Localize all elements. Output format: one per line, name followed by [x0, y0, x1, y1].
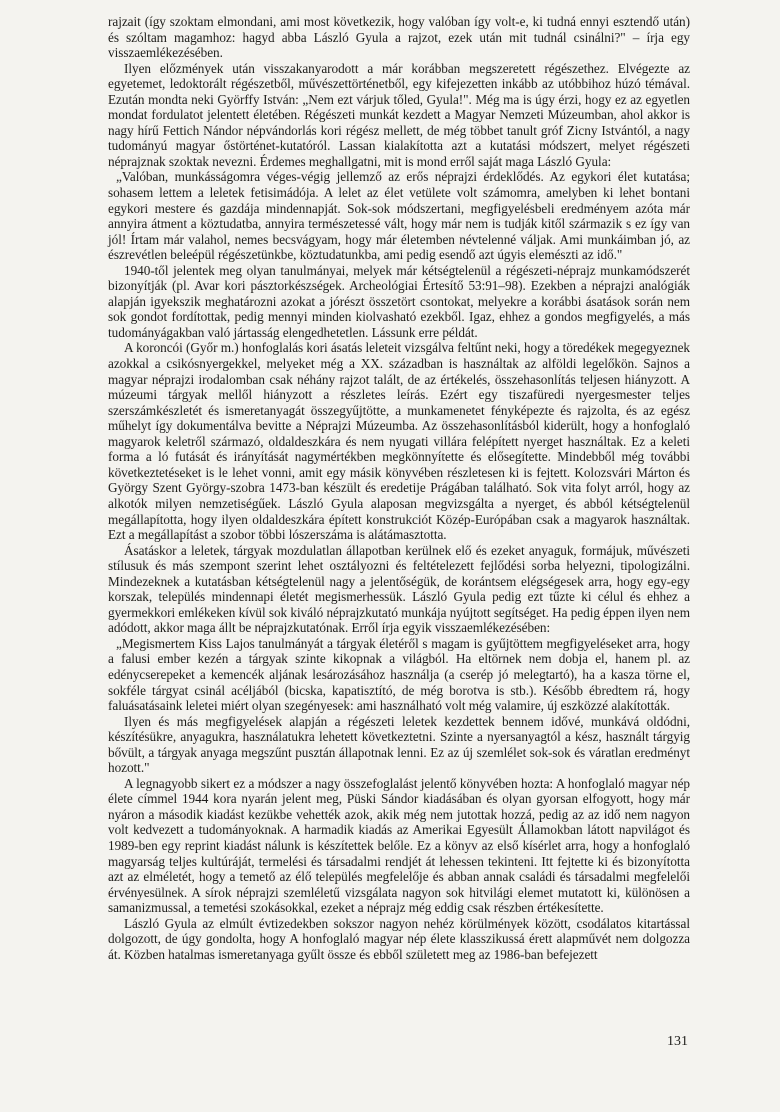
quote-paragraph-1: „Valóban, munkásságomra véges-végig jellemző az erős néprajzi érdeklődés. Az egykori élet kutatása; sohasem lettem a leletek fetisimádója. A lelet az élet vetülete volt számomra, amelyben ki lehet bontani egykori mestere és gazdája mindennapját. Sok-sok módszertani, megfigyelésbeli eredményem azóta már annyira átment a köztudatba, annyira természetessé vált, hogy már nem is tudják kitől származik s ez így van jól! Írtam már valahol, nemes becsvágyam, hogy már életemben névtelenné váljak. Ami munkáimban jó, az észrevétlen beleépül régészetünkbe, köztudatunkba, ami pedig esendő azt úgyis elemészti az idő."	[108, 169, 690, 263]
quote-paragraph-3: Ilyen és más megfigyelések alapján a régészeti leletek kezdettek bennem idővé, munkává oldódni, készítésükre, anyagukra, használatukra lehetett következtetni. Szinte a nyersanyagtól a kész, használt tárgyig bővült, a tárgyak anyaga megszűnt pusztán állapotnak lenni. Ez az új szemlélet sok-sok és váratlan eredményt hozott."	[108, 713, 690, 776]
paragraph-2: Ilyen előzmények után visszakanyarodott a már korábban megszeretett régészethez. Elvégezte az egyetemet, ledoktorált régészetből, művészettörténetből, egy kifejezetten inkább az utóbbihoz húzó témával. Ezután mondta neki Györffy István: „Nem ezt várjuk tőled, Gyula!". Még ma is úgy érzi, hogy ez az egyetlen mondat fordulatot jelentett életében. Régészeti munkát kezdett a Magyar Nemzeti Múzeumban, ahol akkor is nagy hírű Fettich Nándor népvándorlás kori régész mellett, de még többet tanult gróf Zicny Istvántól, a nagy tudományú magyar őstörténet-kutatóról. Lassan kialakította azt a kutatási módszert, melyet régészeti néprajznak szoktak nevezni. Érdemes meghallgatni, mit is mond erről saját maga László Gyula:	[108, 60, 690, 169]
paragraph-5: Ásatáskor a leletek, tárgyak mozdulatlan állapotban kerülnek elő és ezeket anyaguk, formájuk, művészeti stílusuk és más szempont szerint lehet osztályozni és feltételezett fejlődési sorba helyezni, tipologizálni. Mindezeknek a kutatásban kétségtelenül nagy a jelentőségük, de korántsem elégségesek arra, hogy egy-egy korszak, település mindennapi életét megismerhessük. László Gyula pedig ezt tűzte ki célul és ehhez a gyermekkori emlékeken kívül sok kiváló néprajzkutató munkája nyújtott segítséget. Ha pedig éppen ilyen nem adódott, akkor maga állt be néprajzkutatónak. Erről írja egyik visszaemlékezésében:	[108, 542, 690, 636]
paragraph-4: A koroncói (Győr m.) honfoglalás kori ásatás leleteit vizsgálva feltűnt neki, hogy a töredékek megegyeznek azokkal a csikósnyergekkel, melyeket még a XX. században is használtak az alföldi legelőkön. Sajnos a magyar néprajzi irodalomban csak néhány rajzot talált, de az értékelés, összehasonlítás teljesen hiányzott. A múzeumi tárgyak mellől hiányzott a részletes leírás. Ezért egy tiszafüredi nyergesmester teljes szerszámkészletét és ismeretanyagát összegyűjtötte, a munkamenetet fényképezte és rajzolta, és az egész műhelyt így dokumentálva bevitte a Néprajzi Múzeumba. Az összehasonlításból kiderült, hogy a honfoglaló magyarok keletről származó, oldaldeszkára és nem nyugati villára felépített nyerget használtak. Ez a keleti forma a ló futását és irányítását nagymértékben megkönnyítette és elősegítette. Mindebből még további következtetéseket is le lehet vonni, amit egy másik könyvében részletesen ki is fejtett. Kolozsvári Márton és György Szent György-szobra 1473-ban készült és eredetije Prágában található. Sok vita folyt arról, hogy az alkotók milyen nemzetiségűek. László Gyula alaposan megvizsgálta a nyerget, és abból kétségtelenül megállapította, hogy ilyen oldaldeszkára épített konstrukciót Közép-Európában csak a magyarok használtak. Ezt a megállapítást a szobor többi lószerszáma is alátámasztotta.	[108, 340, 690, 543]
quote-paragraph-2: „Megismertem Kiss Lajos tanulmányát a tárgyak életéről s magam is gyűjtöttem megfigyeléseket arra, hogy a falusi ember kezén a tárgyak szinte kikopnak a világból. Ha eltörnek nem dobja el, hanem pl. az edénycserepeket a kemencék aljának lesározásához használja (a cserép jó melegtartó), ha a kasza törne el, sokféle tárgyat csinál acéljából (bicska, kapatisztító, de még borotva is stb.). Később ébredtem rá, hogy faluásatásaink leletei miért olyan szegényesek: ami használható volt még valamire, új eszközzé alakították.	[108, 635, 690, 714]
paragraph-6: A legnagyobb sikert ez a módszer a nagy összefoglalást jelentő könyvében hozta: A honfoglaló magyar nép élete címmel 1944 kora nyarán jelent meg, Püski Sándor kiadásában és olyan gyorsan elfogyott, hogy már nyáron a második kiadást kezükbe vehették azok, akik még nem jutottak hozzá, pedig az az idő nem nagyon volt kedvezett a tudományoknak. A harmadik kiadás az Amerikai Egyesült Államokban látott napvilágot és 1989-ben egy reprint kiadást nálunk is készítettek belőle. Ez a könyv az első kísérlet arra, hogy a honfoglaló magyarság teljes kultúráját, termelési és társadalmi rendjét át lehessen tekinteni. Itt fejtette ki és bizonyította azt az elméletét, hogy a temető az élő település megfelelője és abban annak családi és társadalmi megfelelői érvényesülnek. A sírok néprajzi szemléletű vizsgálata nagyon sok hitvilági elemet mutatott ki, különösen a samanizmussal, a temetési szokásokkal, ezeket a néprajz még eddig csak részben értékesítette.	[108, 775, 690, 916]
paragraph-3: 1940-től jelentek meg olyan tanulmányai, melyek már kétségtelenül a régészeti-néprajz munkamódszerét bizonyítják (pl. Avar kori pásztorkészségek. Archeológiai Értesítő 53:91–98). Ezekben a néprajzi analógiák alapján igyekszik meghatározni azokat a jórészt összetört csontokat, melyekre a korábbi ásatások során nem sok gondot fordítottak, pedig mennyi minden kiolvasható ezekből. Igaz, ehhez a gondos megfigyelés, a más tudományágakban való jártasság elengedhetetlen. Lássunk erre példát.	[108, 262, 690, 340]
page-number: 131	[667, 1034, 688, 1049]
body-text	[108, 14, 690, 962]
paragraph-7: László Gyula az elmúlt évtizedekben sokszor nagyon nehéz körülmények között, csodálatos kitartással dolgozott, de úgy gondolta, hogy A honfoglaló magyar nép élete klasszikussá érett alapművét nem dolgozza át. Közben hatalmas ismeretanyaga gyűlt össze és ebből született meg az 1986-ban befejezett	[108, 915, 690, 962]
paragraph-1: rajzait (így szoktam elmondani, ami most következik, hogy valóban így volt-e, ki tudná ennyi esztendő után) és szóltam magamhoz: hagyd abba László Gyula a rajzot, ezek után mit tudnál csinálni?" – írja egy visszaemlékezésében.	[108, 14, 690, 61]
